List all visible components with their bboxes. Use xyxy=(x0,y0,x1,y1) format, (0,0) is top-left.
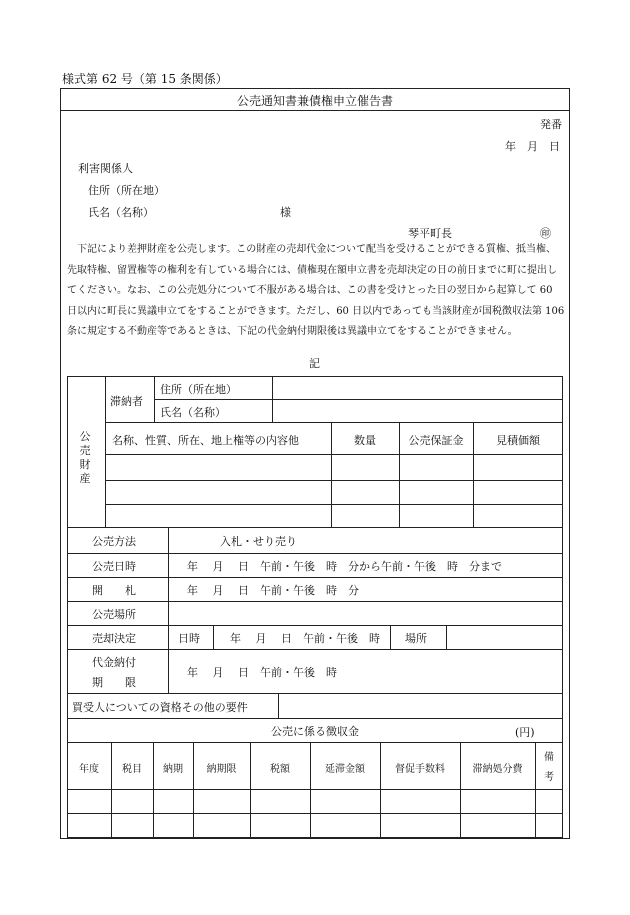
tax-col-remarks: 備考 xyxy=(544,752,554,783)
tax-col-demand-fee: 督促手数料 xyxy=(395,764,445,775)
payment-label: 代金納付 xyxy=(92,656,136,669)
property-col-deposit: 公売保証金 xyxy=(408,434,464,447)
delinquent-row-line xyxy=(154,399,563,400)
property-header-bottom xyxy=(105,454,563,455)
addressee-honorific: 様 xyxy=(280,206,291,219)
sale-row-line xyxy=(67,625,563,626)
tax-col-year: 年度 xyxy=(79,764,99,775)
payment-deadline-value: 年 月 日 午前・午後 時 xyxy=(187,666,337,679)
property-row-line xyxy=(105,480,563,481)
opening-label: 開 札 xyxy=(92,584,136,597)
property-col-quantity: 数量 xyxy=(354,434,376,447)
notice-line: 日以内に町長に異議申立てをすることができます。ただし、60 日以内であっても当該財産が国税徴収法第 106 xyxy=(67,305,565,317)
issue-number: 発番 xyxy=(540,118,562,131)
tax-col-line xyxy=(380,742,381,838)
notice-line: 下記により差押財産を公売します。この財産の売却代金について配当を受けることができる質権、抵当権、 xyxy=(67,244,556,255)
tax-col-line xyxy=(153,742,154,838)
opening-value: 年 月 日 午前・午後 時 分 xyxy=(187,584,359,597)
sale-place-label: 公売場所 xyxy=(92,608,136,621)
tax-col-line xyxy=(535,742,536,838)
notice-body xyxy=(67,240,567,343)
decision-divider xyxy=(213,625,214,649)
tax-col-period: 納期 xyxy=(163,764,183,775)
ki-label: 記 xyxy=(309,357,320,370)
sale-datetime-value: 年 月 日 午前・午後 時 分から午前・午後 時 分まで xyxy=(187,560,502,573)
property-section-bottom xyxy=(67,527,563,528)
payment-label-2: 期 限 xyxy=(92,676,136,689)
issuer-name: 琴平町長 xyxy=(408,227,452,240)
decision-divider xyxy=(390,625,391,649)
property-row-line xyxy=(105,504,563,505)
decision-label: 売却決定 xyxy=(92,632,136,645)
sale-datetime-label: 公売日時 xyxy=(92,560,136,573)
tax-header-top xyxy=(67,742,563,743)
delinquent-name-label: 氏名（名称） xyxy=(160,406,226,419)
delinquent-address-label: 住所（所在地） xyxy=(160,383,237,396)
buyer-requirements-label: 買受人についての資格その他の要件 xyxy=(72,701,248,714)
property-col-estimate: 見積価額 xyxy=(496,434,540,447)
seal-mark: ㊞ xyxy=(540,227,551,240)
addressee-name-label: 氏名（名称） xyxy=(88,206,154,219)
tax-col-late-fee: 延滞金額 xyxy=(325,764,365,775)
tax-heading: 公売に係る徴収金 xyxy=(271,725,359,738)
sale-row-line xyxy=(67,577,563,578)
sale-row-line xyxy=(67,693,563,694)
tax-unit: (円) xyxy=(515,726,535,739)
buyer-requirements-divider xyxy=(278,693,279,718)
sale-method-value: 入札・せり売り xyxy=(220,535,297,548)
sale-method-label: 公売方法 xyxy=(92,535,136,548)
form-code: 様式第 62 号（第 15 条関係） xyxy=(62,72,228,86)
form-title: 公売通知書兼債権申立催告書 xyxy=(236,94,393,108)
addressee-address-label: 住所（所在地） xyxy=(88,184,165,197)
sale-row-line xyxy=(67,649,563,650)
tax-col-line xyxy=(460,742,461,838)
tax-col-line xyxy=(193,742,194,838)
property-header-top xyxy=(105,422,563,423)
title-divider xyxy=(60,110,570,111)
notice-line: 先取特権、留置権等の権利を有している場合には、債権現在額申立書を売却決定の日の前日までに町に提出し xyxy=(67,264,557,276)
decision-datetime-value: 年 月 日 午前・午後 時 xyxy=(230,632,380,645)
sale-row-line xyxy=(67,553,563,554)
delinquent-value-divider xyxy=(272,376,273,422)
notice-line: 条に規定する不動産等であるときは、下記の代金納付期限後は異議申立てをすることができません。 xyxy=(67,326,518,337)
delinquent-label: 滞納者 xyxy=(110,395,143,408)
addressee-heading: 利害関係人 xyxy=(78,162,133,175)
decision-divider xyxy=(446,625,447,649)
tax-col-deadline: 納期限 xyxy=(206,764,237,775)
sale-row-line xyxy=(67,718,563,719)
tax-col-item: 税目 xyxy=(122,764,142,775)
tax-col-disposition-cost: 滞納処分費 xyxy=(472,764,523,775)
decision-datetime-label: 日時 xyxy=(178,632,200,645)
sale-row-line xyxy=(67,601,563,602)
tax-col-line xyxy=(310,742,311,838)
property-section-label: 公売財産 xyxy=(79,430,91,485)
tax-col-line xyxy=(111,742,112,838)
tax-col-line xyxy=(250,742,251,838)
tax-row-line xyxy=(67,813,563,814)
sale-label-divider xyxy=(168,527,169,693)
property-col-description: 名称、性質、所在、地上権等の内容他 xyxy=(112,434,299,447)
tax-col-amount: 税額 xyxy=(270,764,290,775)
issue-date: 年 月 日 xyxy=(505,140,560,153)
decision-place-label: 場所 xyxy=(405,632,427,645)
notice-line: てください。なお、この公売処分について不服がある場合は、この書を受けとった日の翌日から起算して 60 xyxy=(67,285,553,296)
tax-header-bottom xyxy=(67,789,563,790)
